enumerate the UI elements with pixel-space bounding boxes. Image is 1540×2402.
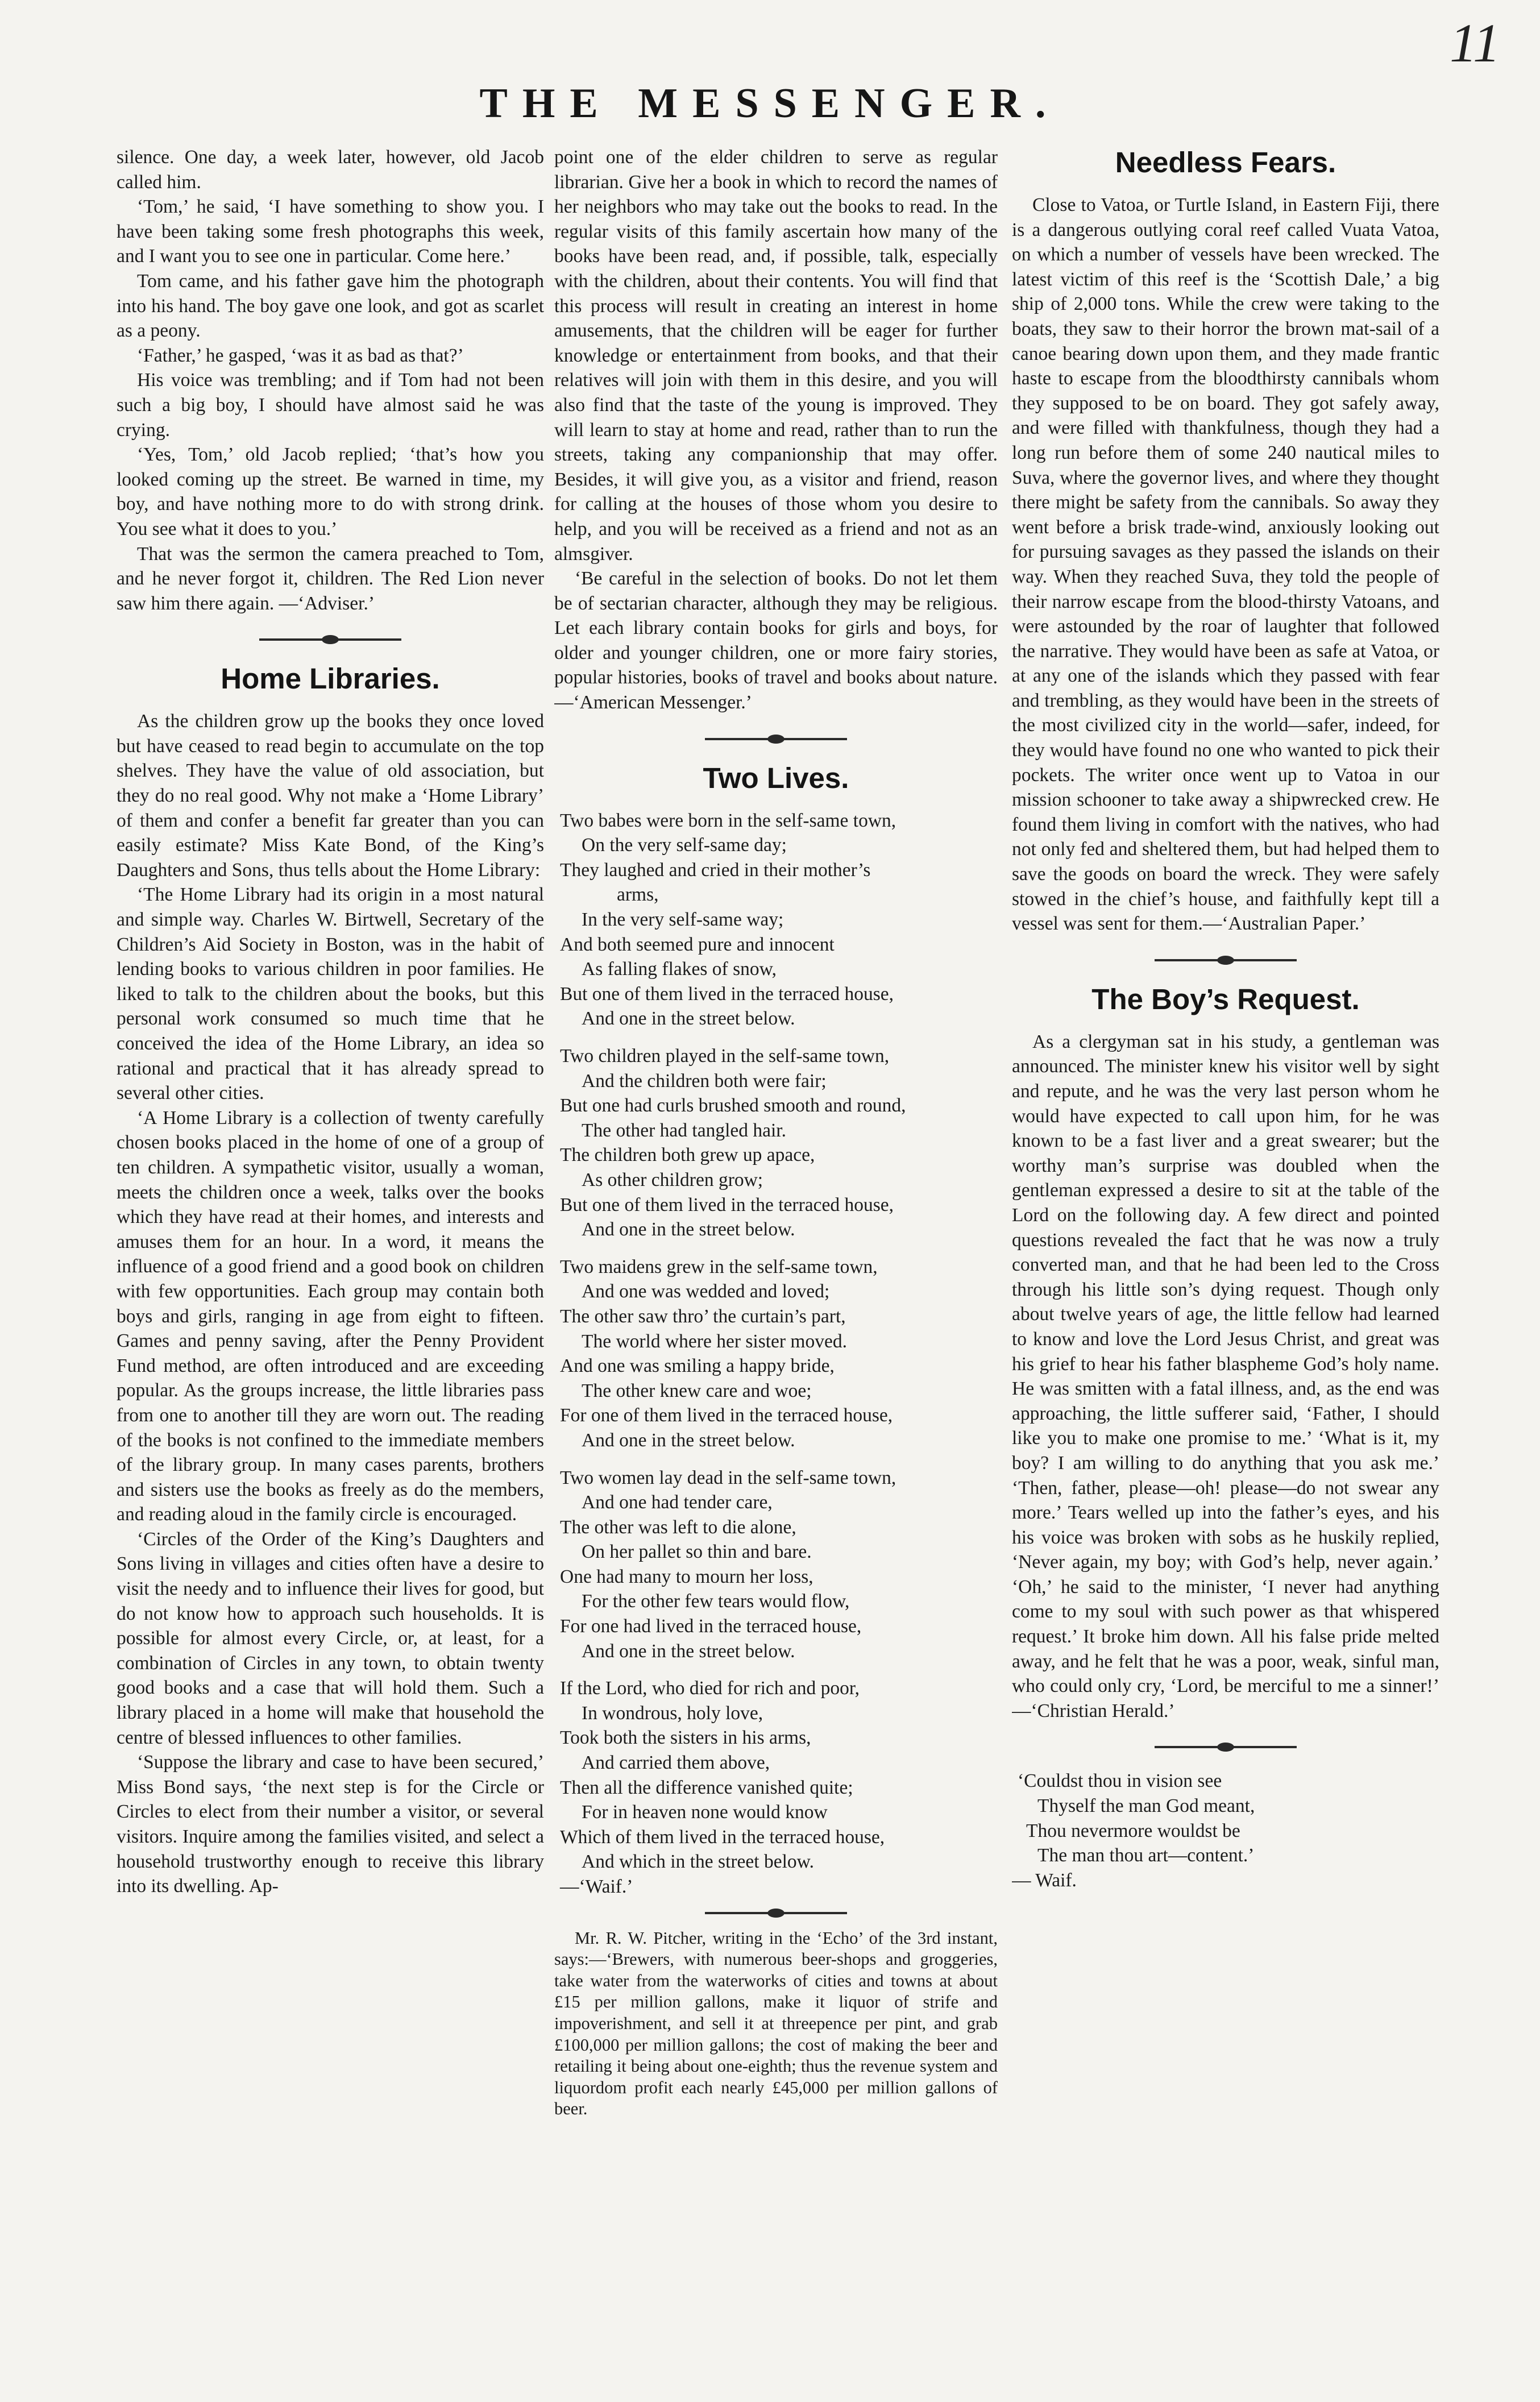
- verse-line: ‘Couldst thou in vision see: [1018, 1770, 1222, 1792]
- verse-line: For one of them lived in the terraced house,: [560, 1405, 893, 1426]
- paragraph: ‘Tom,’ he said, ‘I have something to show you. I have been taking some fresh photographs this week, and I want you to see one in particular. Come here.’: [117, 196, 544, 267]
- verse-line: The other had tangled hair.: [582, 1119, 786, 1141]
- closing-poem: [1012, 1769, 1439, 1893]
- paragraph: Close to Vatoa, or Turtle Island, in Eastern Fiji, there is a dangerous outlying coral reef called Vuata Vatoa, on which a number of vessels have been wrecked. The latest victim of this reef is the ‘Scottish Dale,’ a big ship of 2,000 tons. While the crew were taking to the boats, they saw to their horror the brown mat-sail of a canoe bearing down upon them, and they made frantic haste to escape from the bloodthirsty cannibals whom they supposed to be on board. They got safely away, and were filled with thankfulness, though they had a long run before them of some 240 nautical miles to Suva, where the governor lives, and where they thought there might be safety from the cannibals. So away they went before a brisk trade-wind, anxiously looking out for pursuing savages as they passed the islands on their way. When they reached Suva, they told the people of their narrow escape from the blood-thirsty Vatoans, and were astounded by the roar of laughter that followed the narrative. They would have been as safe at Vatoa, or at any one of the islands which they passed with fear and trembling, as they would have been in the streets of the most civilized city in the world—safer, indeed, for they would have found no one who wanted to pick their pockets. The writer once went up to Vatoa in our mission schooner to take away a shipwrecked crew. He found them living in comfort with the natives, who had not only fed and sheltered them, but had helped them to save the goods on board the wreck. They were safely stowed in the chief’s house, and faithfully kept till a vessel was sent for them.—‘Australian Paper.’: [1012, 194, 1439, 935]
- section-divider: [259, 638, 401, 641]
- column-2: [554, 145, 998, 2385]
- headline-two-lives: Two Lives.: [703, 761, 849, 794]
- verse-line: Then all the difference vanished quite;: [560, 1777, 853, 1798]
- poem-stanza: [554, 808, 998, 1031]
- headline-boys-request: The Boy’s Request.: [1091, 982, 1360, 1015]
- paragraph: Mr. R. W. Pitcher, writing in the ‘Echo’ of the 3rd instant, says:—‘Brewers, with numerous beer-shops and groggeries, take water from the waterworks of cities and towns at about £15 per million gallons, make it liquor of strife and impoverishment, and sell it at threepence per pint, and grab £100,000 per million gallons; the cost of making the beer and retailing it being about one-eighth; thus the revenue system and liquordom profit each nearly £45,000 per million gallons of beer.: [554, 1928, 998, 2119]
- verse-line: Two babes were born in the self-same town,: [560, 810, 896, 831]
- verse-line: Thou nevermore wouldst be: [1026, 1820, 1240, 1841]
- verse-line: The other saw thro’ the curtain’s part,: [560, 1305, 846, 1327]
- poem-stanza: [554, 1466, 998, 1664]
- verse-line: In wondrous, holy love,: [582, 1702, 763, 1724]
- paragraph: ‘A Home Library is a collection of twenty carefully chosen books placed in the home of one of a group of ten children. A sympathetic visitor, usually a woman, meets the children once a week, talks over the books which they have read at their homes, and interests and amuses them for an hour. In a word, it means the influence of a good friend and a good book on children with few opportunities. Each group may contain both boys and girls, ranging in age from eight to fifteen. Games and penny saving, after the Penny Provident Fund method, are often introduced and are exceeding popular. As the groups increase, the little libraries pass from one to another till they are worn out. The reading of the books is not confined to the immediate members of the library group. In many cases parents, brothers and sisters use the books as freely as do the members, and reading aloud in the family circle is encouraged.: [117, 1107, 544, 1525]
- verse-line: And the children both were fair;: [582, 1070, 827, 1092]
- verse-line: And which in the street below.: [582, 1851, 815, 1873]
- paragraph: ‘Be careful in the selection of books. Do not let them be of sectarian character, although they may be religious. Let each library contain books for girls and boys, for older and younger children, one or more fairy stories, popular histories, books of travel and books about nature.—‘American Messenger.’: [554, 568, 998, 713]
- paragraph: As a clergyman sat in his study, a gentleman was announced. The minister knew his visitor well by sight and repute, and he was the very last person whom he would have expected to call upon him, for he was known to be a fast liver and a great swearer; but the worthy man’s surprise was doubled when the gentleman expressed a desire to sit at the table of the Lord on the following day. A few direct and pointed questions revealed the fact that he was now a truly converted man, and that he had been led to the Cross through his little son’s dying request. Though only about twelve years of age, the little fellow had learned to know and love the Lord Jesus Christ, and great was his grief to hear his father blaspheme God’s holy name. He was smitten with a fatal illness, and, as the end was approaching, the little sufferer said, ‘Father, I should like you to make one promise to me.’ ‘What is it, my boy? I am willing to do anything that you ask me.’ ‘Then, father, please—oh! please—do not swear any more.’ Tears welled up into the father’s eyes, and his his voice was broken with sobs as he huskily replied, ‘Never again, my boy; with God’s help, never again.’ ‘Oh,’ he said to the minister, ‘I never had anything come to my soul with such power as that whispered request.’ It broke him down. All his false pride melted away, and he felt that he was a poor, weak, sinful man, who could only cry, ‘Lord, be merciful to me a sinner!’ —‘Christian Herald.’: [1012, 1031, 1439, 1721]
- verse-attribution: — Waif.: [1012, 1869, 1077, 1891]
- verse-line: And one in the street below.: [582, 1219, 795, 1241]
- page-number: 11: [1450, 13, 1500, 73]
- section-divider: [705, 738, 847, 740]
- paragraph: point one of the elder children to serve as regular librarian. Give her a book in which to record the names of her neighbors who may take out the books to read. In the regular visits of this family ascertain how many of the books have been read, and, if possible, talk, especially with the children, about their contents. You will find that this process will result in creating an interest in home amusements, that the children will be eager for further knowledge or entertainment from books, and that their relatives will join with them in this desire, and you will also find that the taste of the young is improved. They will learn to stay at home and read, rather than to run the streets, taking any companionship that may offer. Besides, it will give you, as a visitor and friend, reason for calling at the houses of those whom you desire to help, and you will be received as a friend and not as an almsgiver.: [554, 147, 998, 565]
- verse-line: And one was wedded and loved;: [582, 1281, 830, 1302]
- verse-line: As other children grow;: [582, 1169, 763, 1190]
- poem-stanza: [554, 1255, 998, 1453]
- verse-line: They laughed and cried in their mother’s: [560, 859, 871, 881]
- verse-line: Thyself the man God meant,: [1037, 1795, 1255, 1817]
- section-divider: [705, 1912, 847, 1914]
- verse-line: As falling flakes of snow,: [582, 959, 777, 980]
- verse-line: The other knew care and woe;: [582, 1380, 812, 1401]
- verse-line: The man thou art—content.’: [1037, 1845, 1255, 1866]
- section-divider: [1155, 1746, 1297, 1748]
- paragraph: ‘The Home Library had its origin in a most natural and simple way. Charles W. Birtwell, Secretary of the Children’s Aid Society in Boston, was in the habit of lending books to various children in poor families. He liked to talk to the children about the books, but this personal work consumed so much time that he conceived the idea of the Home Library, an idea so rational and practical that it has already spread to several other cities.: [117, 884, 544, 1104]
- verse-line: If the Lord, who died for rich and poor,: [560, 1678, 860, 1699]
- verse-line: And both seemed pure and innocent: [560, 934, 835, 955]
- verse-line: Two women lay dead in the self-same town,: [560, 1467, 896, 1488]
- poem-stanza: [554, 1676, 998, 1899]
- verse-line: Took both the sisters in his arms,: [560, 1727, 811, 1749]
- verse-line: The children both grew up apace,: [560, 1144, 815, 1166]
- headline-needless-fears: Needless Fears.: [1115, 146, 1336, 179]
- verse-line: Two children played in the self-same town,: [560, 1046, 890, 1067]
- paragraph: silence. One day, a week later, however, old Jacob called him.: [117, 147, 544, 193]
- paragraph: ‘Circles of the Order of the King’s Daughters and Sons living in villages and cities often have a desire to visit the needy and to influence their lives for good, but do not know how to approach such households. It is possible for almost every Circle, or, at least, for a combination of Circles in any town, to obtain twenty good books and a case that will hold them. Such a library placed in a home will make that household the centre of blessed influences to other families.: [117, 1528, 544, 1748]
- verse-line: In the very self-same way;: [582, 909, 784, 931]
- verse-line: Two maidens grew in the self-same town,: [560, 1256, 878, 1277]
- masthead: THE MESSENGER.: [479, 80, 1061, 127]
- verse-line: And one in the street below.: [582, 1008, 795, 1030]
- verse-line: Which of them lived in the terraced house,: [560, 1826, 885, 1848]
- column-3: [1012, 145, 1439, 2385]
- poem-stanza: [554, 1044, 998, 1242]
- paragraph: That was the sermon the camera preached to Tom, and he never forgot it, children. The Red Lion never saw him there again. —‘Adviser.’: [117, 543, 544, 614]
- paragraph: His voice was trembling; and if Tom had not been such a big boy, I should have almost said he was crying.: [117, 370, 544, 441]
- verse-line: And one in the street below.: [582, 1429, 795, 1451]
- verse-line: For the other few tears would flow,: [582, 1591, 850, 1612]
- verse-line: But one had curls brushed smooth and round,: [560, 1095, 906, 1117]
- verse-line: On the very self-same day;: [582, 835, 787, 856]
- verse-line: And one in the street below.: [582, 1640, 795, 1662]
- verse-line: The other was left to die alone,: [560, 1516, 796, 1538]
- verse-attribution: —‘Waif.’: [560, 1876, 633, 1897]
- paragraph: As the children grow up the books they once loved but have ceased to read begin to accumulate on the top shelves. They have the value of old association, but they do no real good. Why not make a ‘Home Library’ of them and confer a benefit far greater than you can easily estimate? Miss Kate Bond, of the King’s Daughters and Sons, thus tells about the Home Library:: [117, 711, 544, 881]
- verse-line: And one had tender care,: [582, 1492, 773, 1513]
- paragraph: ‘Yes, Tom,’ old Jacob replied; ‘that’s how you looked coming up the street. Be warned in time, my boy, and have nothing more to do with strong drink. You see what it does to you.’: [117, 444, 544, 540]
- verse-line: On her pallet so thin and bare.: [582, 1541, 812, 1563]
- paragraph: ‘Father,’ he gasped, ‘was it as bad as that?’: [137, 345, 464, 366]
- verse-line: But one of them lived in the terraced house,: [560, 1194, 894, 1215]
- verse-line: For in heaven none would know: [582, 1802, 828, 1823]
- verse-line: And one was smiling a happy bride,: [560, 1355, 835, 1377]
- paragraph: Tom came, and his father gave him the photograph into his hand. The boy gave one look, and got as scarlet as a peony.: [117, 270, 544, 342]
- column-1: [117, 145, 544, 2385]
- section-divider: [1155, 959, 1297, 961]
- verse-line: The world where her sister moved.: [582, 1330, 847, 1352]
- headline-home-libraries: Home Libraries.: [221, 662, 440, 695]
- verse-line: But one of them lived in the terraced house,: [560, 983, 894, 1005]
- verse-line: One had many to mourn her loss,: [560, 1566, 813, 1587]
- verse-line: For one had lived in the terraced house,: [560, 1616, 862, 1637]
- verse-line: And carried them above,: [582, 1752, 770, 1774]
- verse-line: arms,: [617, 884, 659, 906]
- paragraph: ‘Suppose the library and case to have been secured,’ Miss Bond says, ‘the next step is for the Circle or Circles to elect from their number a visitor, or several visitors. Inquire among the families visited, and select a household trustworthy enough to receive this library into its dwelling. Ap-: [117, 1752, 544, 1897]
